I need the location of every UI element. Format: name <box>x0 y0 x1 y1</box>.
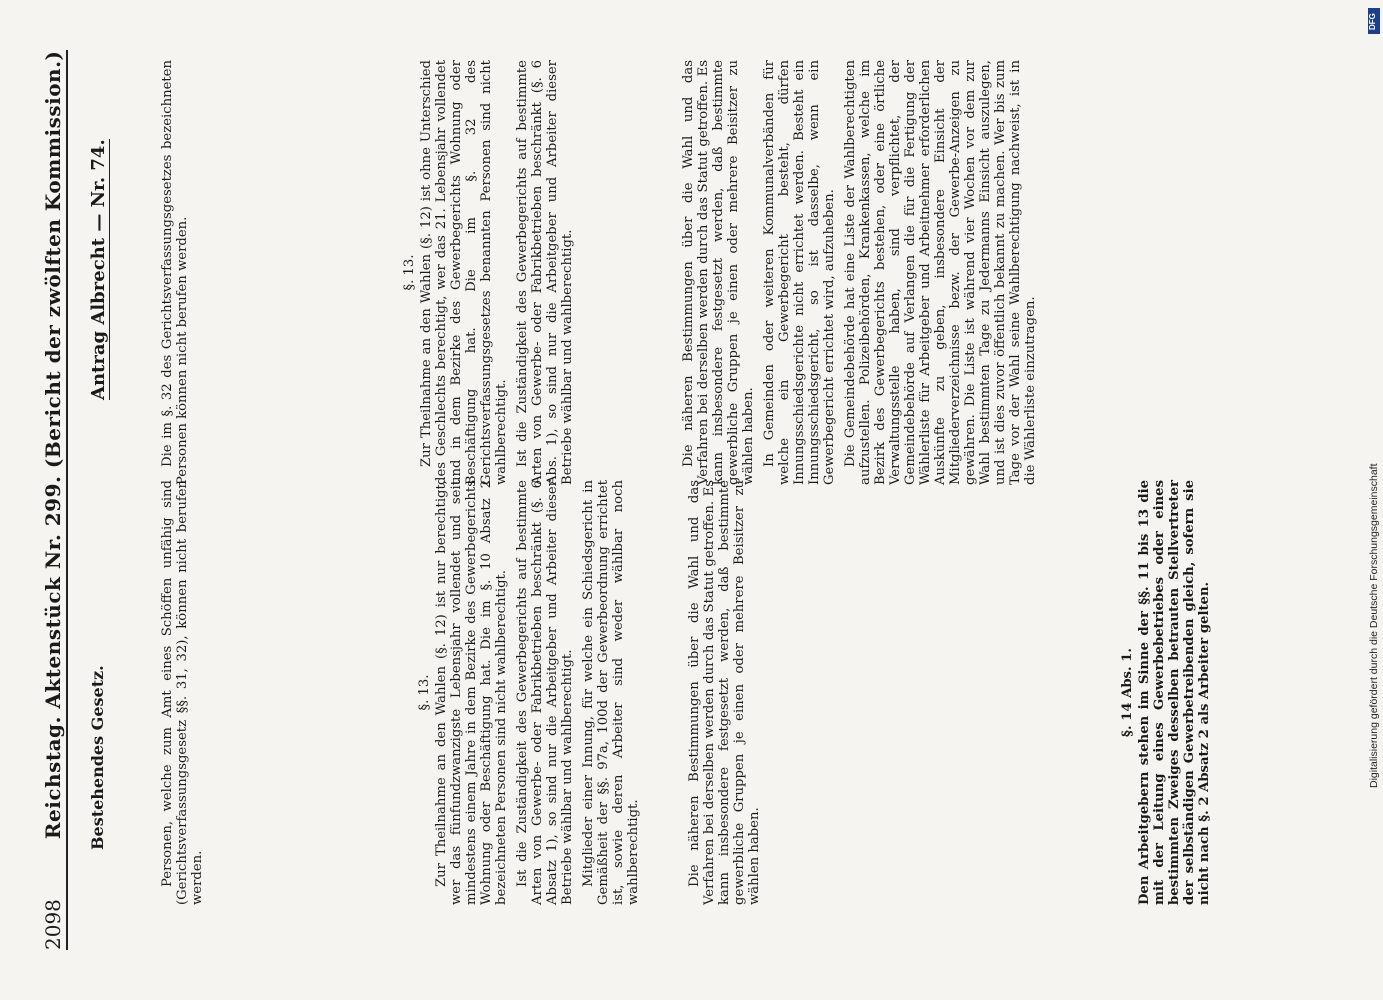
left-column <box>160 480 768 905</box>
left-column-heading: Bestehendes Gesetz. <box>88 665 107 850</box>
page-title: Reichstag. Aktenstück Nr. 299. (Bericht der zwölften Kommission.) <box>41 50 65 840</box>
spacer <box>211 480 411 905</box>
left-bottom-block <box>1120 480 1212 905</box>
header-rule <box>66 50 68 950</box>
spacer <box>581 60 681 485</box>
right-column <box>160 60 1044 485</box>
section-heading: §. 13. <box>402 254 417 291</box>
right-paragraph: In Gemeinden oder weiteren Kommunalverbänden für welche ein Gewerbegericht besteht, dürfen Innungsschiedsgerichte nicht errichtet werden. Besteht ein Innungsschiedsgericht, so ist dasselbe, wenn ein Gewerbegericht errichtet wird, aufzuheben. <box>762 60 837 485</box>
right-paragraph: Ist die Zuständigkeit des Gewerbegerichts auf bestimmte Arten von Gewerbe- oder Fabrikbetrieben beschränkt (§. 6 Abs. 1), so sind nur die Arbeitgeber und Arbeiter dieser Betriebe wählbar und wahlberechtigt. <box>515 60 575 485</box>
digitization-credit <box>1368 12 1382 992</box>
left-paragraph: Zur Theilnahme an den Wahlen (§. 12) ist nur berechtigt, wer das fünfundzwanzigste Lebensjahr vollendet und seit mindestens einem Jahre in dem Bezirke des Gewerbegerichts Wohnung oder Beschäftigung hat. Die im §. 10 Absatz 2 bezeichneten Personen sind nicht wahlberechtigt. <box>434 480 509 905</box>
left-paragraph: Mitglieder einer Innung, für welche ein Schiedsgericht in Gemäßheit der §§. 97a, 100d der Gewerbeordnung errichtet ist, sowie deren Arbeiter sind weder wählbar noch wahlberechtigt. <box>581 480 641 905</box>
page-header <box>38 50 68 950</box>
spacer <box>196 60 396 485</box>
page-number: 2098 <box>41 899 65 950</box>
right-paragraph: Die näheren Bestimmungen über die Wahl und das Verfahren bei derselben werden durch das Statut getroffen. Es kann insbesondere festgesetzt werden, daß bestimmte gewerbliche Gruppen je einen oder mehrere Beisitzer zu wählen haben. <box>681 60 756 485</box>
credit-text: Digitalisierung gefördert durch die Deutsche Forschungsgemeinschaft <box>1368 463 1380 788</box>
right-column-heading <box>88 139 109 400</box>
left-paragraph: Ist die Zuständigkeit des Gewerbegerichts auf bestimmte Arten von Gewerbe- oder Fabrikbetrieben beschränkt (§. 6 Absatz 1), so sind nur die Arbeitgeber und Arbeiter dieser Betriebe wählbar und wahlberechtigt. <box>515 480 575 905</box>
left-paragraph: Personen, welche zum Amt eines Schöffen unfähig sind (Gerichtsverfassungsgesetz §§. 31, 32), können nicht berufen werden. <box>160 480 205 905</box>
left-paragraph: Den Arbeitgebern stehen im Sinne der §§. 11 bis 13 die mit der Leitung eines Gewerbebetriebes oder eines bestimmten Zweiges desselben betrauten Stellvertreter der selbständigen Gewerbetreibenden gleich, sofern sie nicht nach §. 2 Absatz 2 als Arbeiter gelten. <box>1137 480 1212 905</box>
spacer <box>647 480 687 905</box>
section-heading: §. 14 Abs. 1. <box>1120 648 1135 737</box>
right-column-heading-text: Antrag Albrecht — Nr. 74. <box>88 139 109 400</box>
right-paragraph: Die Gemeindebehörde hat eine Liste der Wahlberechtigten aufzustellen. Polizeibehörden, Krankenkassen, welche im Bezirk des Gewerbegerichts bestehen, oder eine örtliche Verwaltungsstelle haben, sind verpflichtet, der Gemeindebehörde auf Verlangen die für die Fertigung der Wählerliste für Arbeitgeber und Arbeitnehmer erforderlichen Auskünfte zu geben, insbesondere Einsicht der Mitgliederverzeichnisse bezw. der Gewerbe-Anzeigen zu gewähren. Die Liste ist während vier Wochen vor dem zur Wahl bestimmten Tage zu Jedermanns Einsicht auszulegen, und ist dies zuvor öffentlich bekannt zu machen. Wer bis zum Tage vor der Wahl seine Wahlberechtigung nachweist, ist in die Wählerliste einzutragen. <box>843 60 1038 485</box>
dfg-logo-text: DFG <box>1368 13 1377 30</box>
right-paragraph: Zur Theilnahme an den Wahlen (§. 12) ist ohne Unterschied des Geschlechts berechtigt, wer das 21. Lebensjahr vollendet und in dem Bezirke des Gewerbegerichts Wohnung oder Beschäftigung hat. Die im §. 32 des Gerichtsverfassungsgesetzes benannten Personen sind nicht wahlberechtigt. <box>419 60 509 485</box>
right-paragraph: Die im §. 32 des Gerichtsverfassungsgesetzes bezeichneten Personen können nicht berufen werden. <box>160 60 190 485</box>
left-paragraph: Die näheren Bestimmungen über die Wahl und das Verfahren bei derselben werden durch das Statut getroffen. Es kann insbesondere festgesetzt werden, daß bestimmte gewerbliche Gruppen je einen oder mehrere Beisitzer zu wählen haben. <box>687 480 762 905</box>
section-heading: §. 13. <box>417 674 432 711</box>
